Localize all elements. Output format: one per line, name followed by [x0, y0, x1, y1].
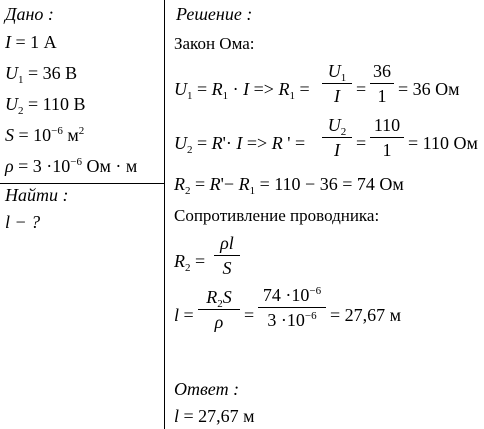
solution-header: Решение :	[176, 4, 253, 24]
length-formula-fraction-numeric: $74 \cdot 10^{-6}$ $3 \cdot 10^{-6}$	[258, 286, 326, 329]
equation-2-fraction-numeric: 110 1	[370, 116, 404, 159]
find-header: Найти :	[5, 185, 69, 205]
find-item: l − ?	[5, 212, 41, 232]
resistance-label: Сопротивление проводника:	[174, 206, 380, 225]
equation-1-fraction-symbolic: $U_1$ I	[322, 62, 352, 105]
given-resistivity: $\rho = 3 \cdot 10^{-6}$ Ом · м	[5, 156, 138, 176]
resistance-formula-fraction: ρl S	[214, 234, 240, 277]
answer-value: l = 27,67 м	[174, 406, 255, 426]
equation-2-equals: =	[356, 133, 367, 153]
given-voltage-1: $U_1 = 36$ В	[5, 63, 78, 86]
equation-1-result: = 36 Ом	[398, 79, 460, 99]
length-formula-equals: =	[244, 305, 255, 325]
given-voltage-2: $U_2 = 110$ В	[5, 94, 86, 117]
length-formula-fraction-symbolic: $R_2S$ ρ	[198, 288, 240, 331]
equation-2-left: $U_2 = R'\cdot I => R$ ' =	[174, 133, 306, 156]
ohm-law-label: Закон Ома:	[174, 34, 255, 53]
length-formula-left: l =	[174, 305, 194, 325]
equation-1-equals: =	[356, 79, 367, 99]
length-formula-result: = 27,67 м	[330, 305, 402, 325]
equation-1-left: $U_1 = R_1 \cdot I => R_1$ =	[174, 79, 310, 102]
given-divider	[0, 183, 164, 184]
given-area: $S = 10^{-6}$ $м^2$	[5, 125, 85, 145]
equation-2-fraction-symbolic: $U_2$ I	[322, 116, 352, 159]
equation-2-result: = 110 Ом	[408, 133, 478, 153]
resistance-formula-left: $R_2$ =	[174, 251, 206, 274]
equation-3: $R_2 = R'- R_1 = 110 - 36 = 74$ Ом	[174, 174, 404, 197]
answer-header: Ответ :	[174, 379, 240, 399]
equation-1-fraction-numeric: 36 1	[370, 62, 394, 105]
given-header: Дано :	[5, 4, 54, 24]
given-current: I = 1 А	[5, 32, 57, 52]
column-divider	[164, 0, 165, 429]
